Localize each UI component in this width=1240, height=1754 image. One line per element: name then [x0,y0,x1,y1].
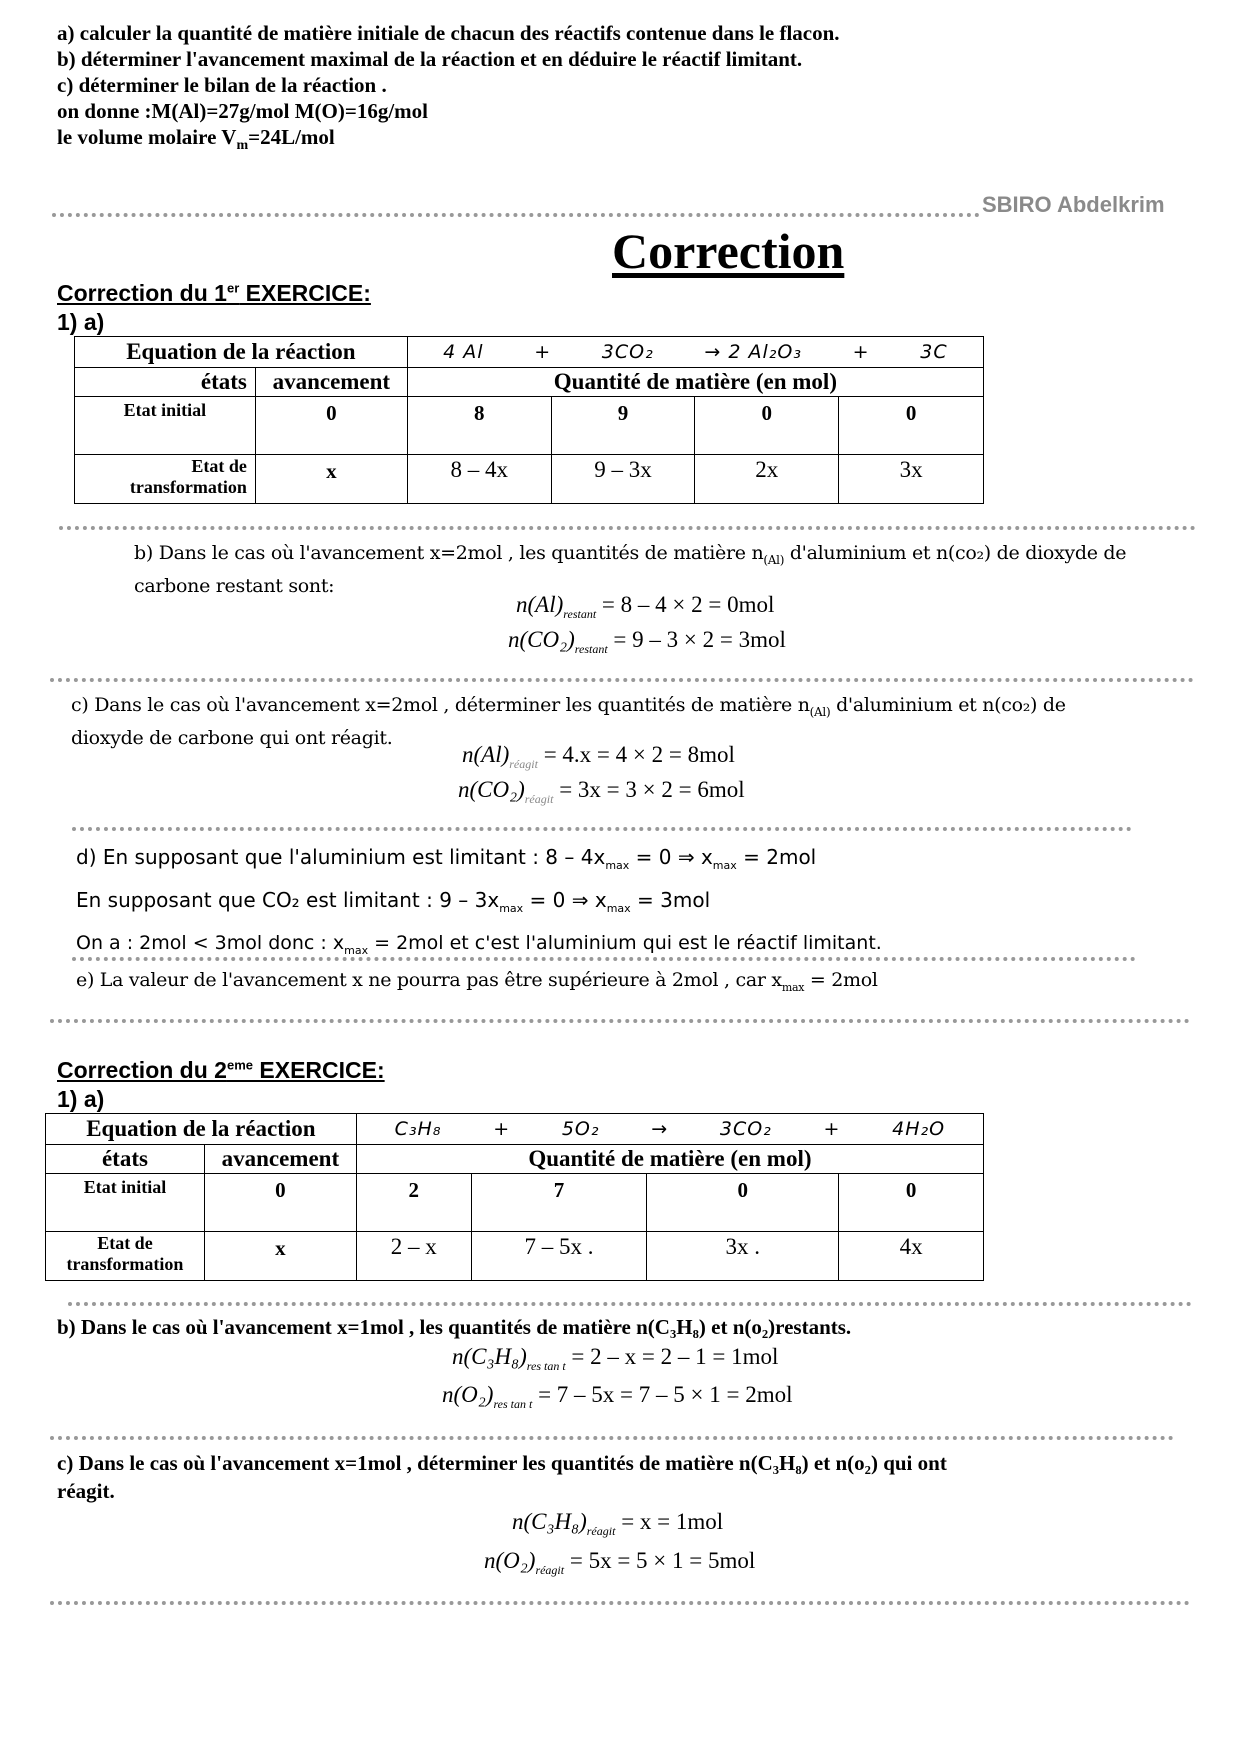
ex1-part-label: 1) a) [57,309,105,335]
ex2-row-transformation-x: x [204,1232,356,1281]
ex2-b-eq2: $n(O_2)_{res tan t} = 7 - 5x = 7 - 5 \times 1 = 2mol$ [442,1382,793,1411]
divider [50,1601,1190,1605]
ex1-transf-c: 3x [839,455,984,504]
ex1-initial-co2: 9 [551,397,695,455]
ex2-transf-co2: 3x . [647,1232,839,1281]
ex1-equation: 4 Al + 3CO₂ → 2 Al₂O₃ + 3C [407,337,983,368]
ex1-c-eq2: $n(CO_2)_{réagit} = 3x = 3 \times 2 = 6mol$ [458,777,745,806]
ex1-d-line2: En supposant que CO₂ est limitant : $9 - 3x_{max} = 0$ ⇒ $x_{max} = 3mol$ [76,888,711,915]
ex1-b-text: b) Dans le cas où l'avancement x=2mol , les quantités de matière $n_{(Al)}$ d'aluminium et n(co₂) de dioxyde de carbone restant sont: [134,542,1127,597]
divider [50,678,1194,682]
ex2-c-text: c) Dans le cas où l'avancement x=1mol , déterminer les quantités de matière n(C₃H₈) et n(o₂) qui ont réagit. [57,1451,947,1503]
ex1-equation-label: Equation de la réaction [75,337,408,368]
intro-line-b: b) déterminer l'avancement maximal de la réaction et en déduire le réactif limitant. [57,47,803,71]
ex1-c-text: c) Dans le cas où l'avancement x=2mol , déterminer les quantités de matière $n_{(Al)}$ d'aluminium et n(co₂) de dioxyde de carbone qui ont réagit. [71,694,1066,749]
ex2-equation: C₃H₈ + 5O₂ → 3CO₂ + 4H₂O [356,1114,983,1145]
ex1-row-initial-x: 0 [255,397,407,455]
ex1-d-block [76,840,882,968]
ex1-d-line1: d) En supposant que l'aluminium est limitant : $8 - 4x_{max} = 0$ ⇒ $x_{max} = 2mol$ [76,845,817,872]
ex2-transf-o2: 7 – 5x . [471,1232,647,1281]
divider [50,1019,1190,1023]
ex2-transf-c3h8: 2 – x [356,1232,471,1281]
ex2-equation-label: Equation de la réaction [46,1114,357,1145]
ex1-e-line: e) La valeur de l'avancement x ne pourra pas être supérieure à 2mol , car $x_{max} = 2mol$ [76,969,878,994]
intro-line-data: on donne :M(Al)=27g/mol M(O)=16g/mol [57,99,428,123]
ex2-c-eq1: $n(C_3H_8)_{réagit} = x = 1mol$ [512,1509,724,1538]
divider [72,957,1136,961]
ex1-c-eq1: $n(Al)_{réagit} = 4.x = 4 \times 2 = 8mol$ [462,742,735,771]
ex2-row-transformation-label: Etat de transformation [46,1232,205,1281]
author-name: SBIRO Abdelkrim [982,192,1165,217]
ex1-initial-al2o3: 0 [695,397,839,455]
ex2-etats-header: états [46,1145,205,1174]
ex1-quantite-header: Quantité de matière (en mol) [407,368,983,397]
intro-line-c: c) déterminer le bilan de la réaction . [57,73,387,97]
ex2-row-initial-label: Etat initial [46,1174,205,1232]
ex2-initial-co2: 0 [647,1174,839,1232]
ex1-reaction-table [74,336,984,504]
ex2-transf-h2o: 4x [839,1232,984,1281]
ex1-heading: Correction du 1er EXERCICE: [57,280,371,306]
divider [59,526,1196,530]
ex2-b-eq1: $n(C_3H_8)_{res tan t} = 2 - x = 2 - 1 = 1mol$ [452,1344,779,1373]
ex1-avancement-header: avancement [255,368,407,397]
ex2-quantite-header: Quantité de matière (en mol) [356,1145,983,1174]
intro-block [57,20,840,159]
ex1-d-line3: On a : 2mol < 3mol donc : $x_{max} = 2mol$ et c'est l'aluminium qui est le réactif limitant. [76,932,882,957]
ex1-b-eq1: $n(Al)_{restant} = 8 - 4 \times 2 = 0mol$ [516,592,775,621]
ex1-initial-c: 0 [839,397,984,455]
ex2-initial-h2o: 0 [839,1174,984,1232]
ex2-initial-o2: 7 [471,1174,647,1232]
ex2-b-text: b) Dans le cas où l'avancement x=1mol , les quantités de matière n(C₃H₈) et n(o₂)restants. [57,1315,852,1339]
divider [68,1302,1192,1306]
ex1-initial-al: 8 [407,397,551,455]
ex2-part-label: 1) a) [57,1086,105,1112]
intro-line-vm: le volume molaire $V_m=24L$/mol [57,125,335,154]
ex2-c-eq2: $n(O_2)_{réagit} = 5x = 5 \times 1 = 5mol$ [484,1548,756,1577]
ex2-heading: Correction du 2eme EXERCICE: [57,1057,385,1083]
ex2-row-initial-x: 0 [204,1174,356,1232]
ex1-transf-co2: 9 – 3x [551,455,695,504]
divider [50,1436,1174,1440]
ex1-row-initial-label: Etat initial [75,397,256,455]
ex1-row-transformation-x: x [255,455,407,504]
ex1-row-transformation-label: Etat de transformation [75,455,256,504]
ex2-reaction-table [45,1113,984,1281]
intro-line-a: a) calculer la quantité de matière initiale de chacun des réactifs contenue dans le flacon. [57,21,840,45]
ex2-avancement-header: avancement [204,1145,356,1174]
divider [72,827,1132,831]
page-title: Correction [612,223,845,279]
ex1-b-eq2: $n(CO_2)_{restant} = 9 - 3 \times 2 = 3mol$ [508,627,786,656]
ex1-etats-header: états [75,368,256,397]
ex1-transf-al: 8 – 4x [407,455,551,504]
ex1-transf-al2o3: 2x [695,455,839,504]
ex2-initial-c3h8: 2 [356,1174,471,1232]
divider [52,213,980,217]
